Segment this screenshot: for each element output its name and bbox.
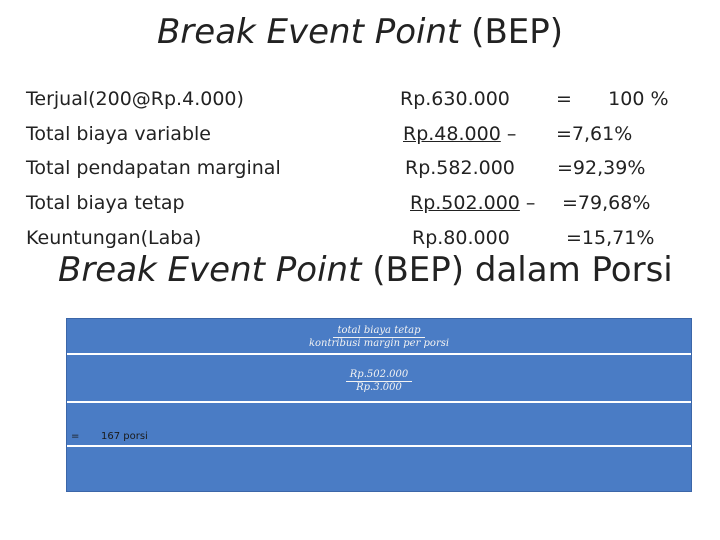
- bep-formula-table: [66, 318, 692, 492]
- row-pct-terjual: = 100 %: [556, 88, 669, 110]
- row-pct-biaya-tetap: =79,68%: [562, 192, 651, 214]
- row-amount-pendapatan-marginal: Rp.582.000: [405, 157, 515, 179]
- formula-result: 167 porsi: [101, 431, 148, 442]
- row-amount-keuntungan: Rp.80.000: [412, 227, 510, 249]
- page-title: [0, 10, 720, 54]
- row-label-biaya-variable: Total biaya variable: [26, 123, 211, 145]
- row-pct-pendapatan-marginal: =92,39%: [557, 157, 646, 179]
- row-amount-biaya-tetap: Rp.502.000 –: [410, 192, 536, 214]
- formula-equals: =: [71, 431, 80, 442]
- row-pct-biaya-variable: =7,61%: [556, 123, 633, 145]
- title-italic: Break Event Point: [156, 12, 461, 52]
- row-label-pendapatan-marginal: Total pendapatan marginal: [26, 157, 281, 179]
- formula-values: $\frac{Rp.502.000}{Rp.3.000}$: [67, 369, 691, 394]
- row-pct-keuntungan: =15,71%: [566, 227, 655, 249]
- formula-general: total biaya tetap kontribusi margin per porsi: [308, 325, 450, 349]
- row-amount-terjual: Rp.630.000: [400, 88, 510, 110]
- row-label-keuntungan: Keuntungan(Laba): [26, 227, 202, 249]
- section-subtitle: Break Event Point (BEP) dalam Porsi: [58, 250, 673, 290]
- row-label-biaya-tetap: Total biaya tetap: [26, 192, 185, 214]
- row-amount-biaya-variable: Rp.48.000 –: [403, 123, 517, 145]
- title-rest: (BEP): [460, 12, 564, 52]
- formula-row-3: [67, 403, 691, 447]
- row-label-terjual: Terjual(200@Rp.4.000): [26, 88, 244, 110]
